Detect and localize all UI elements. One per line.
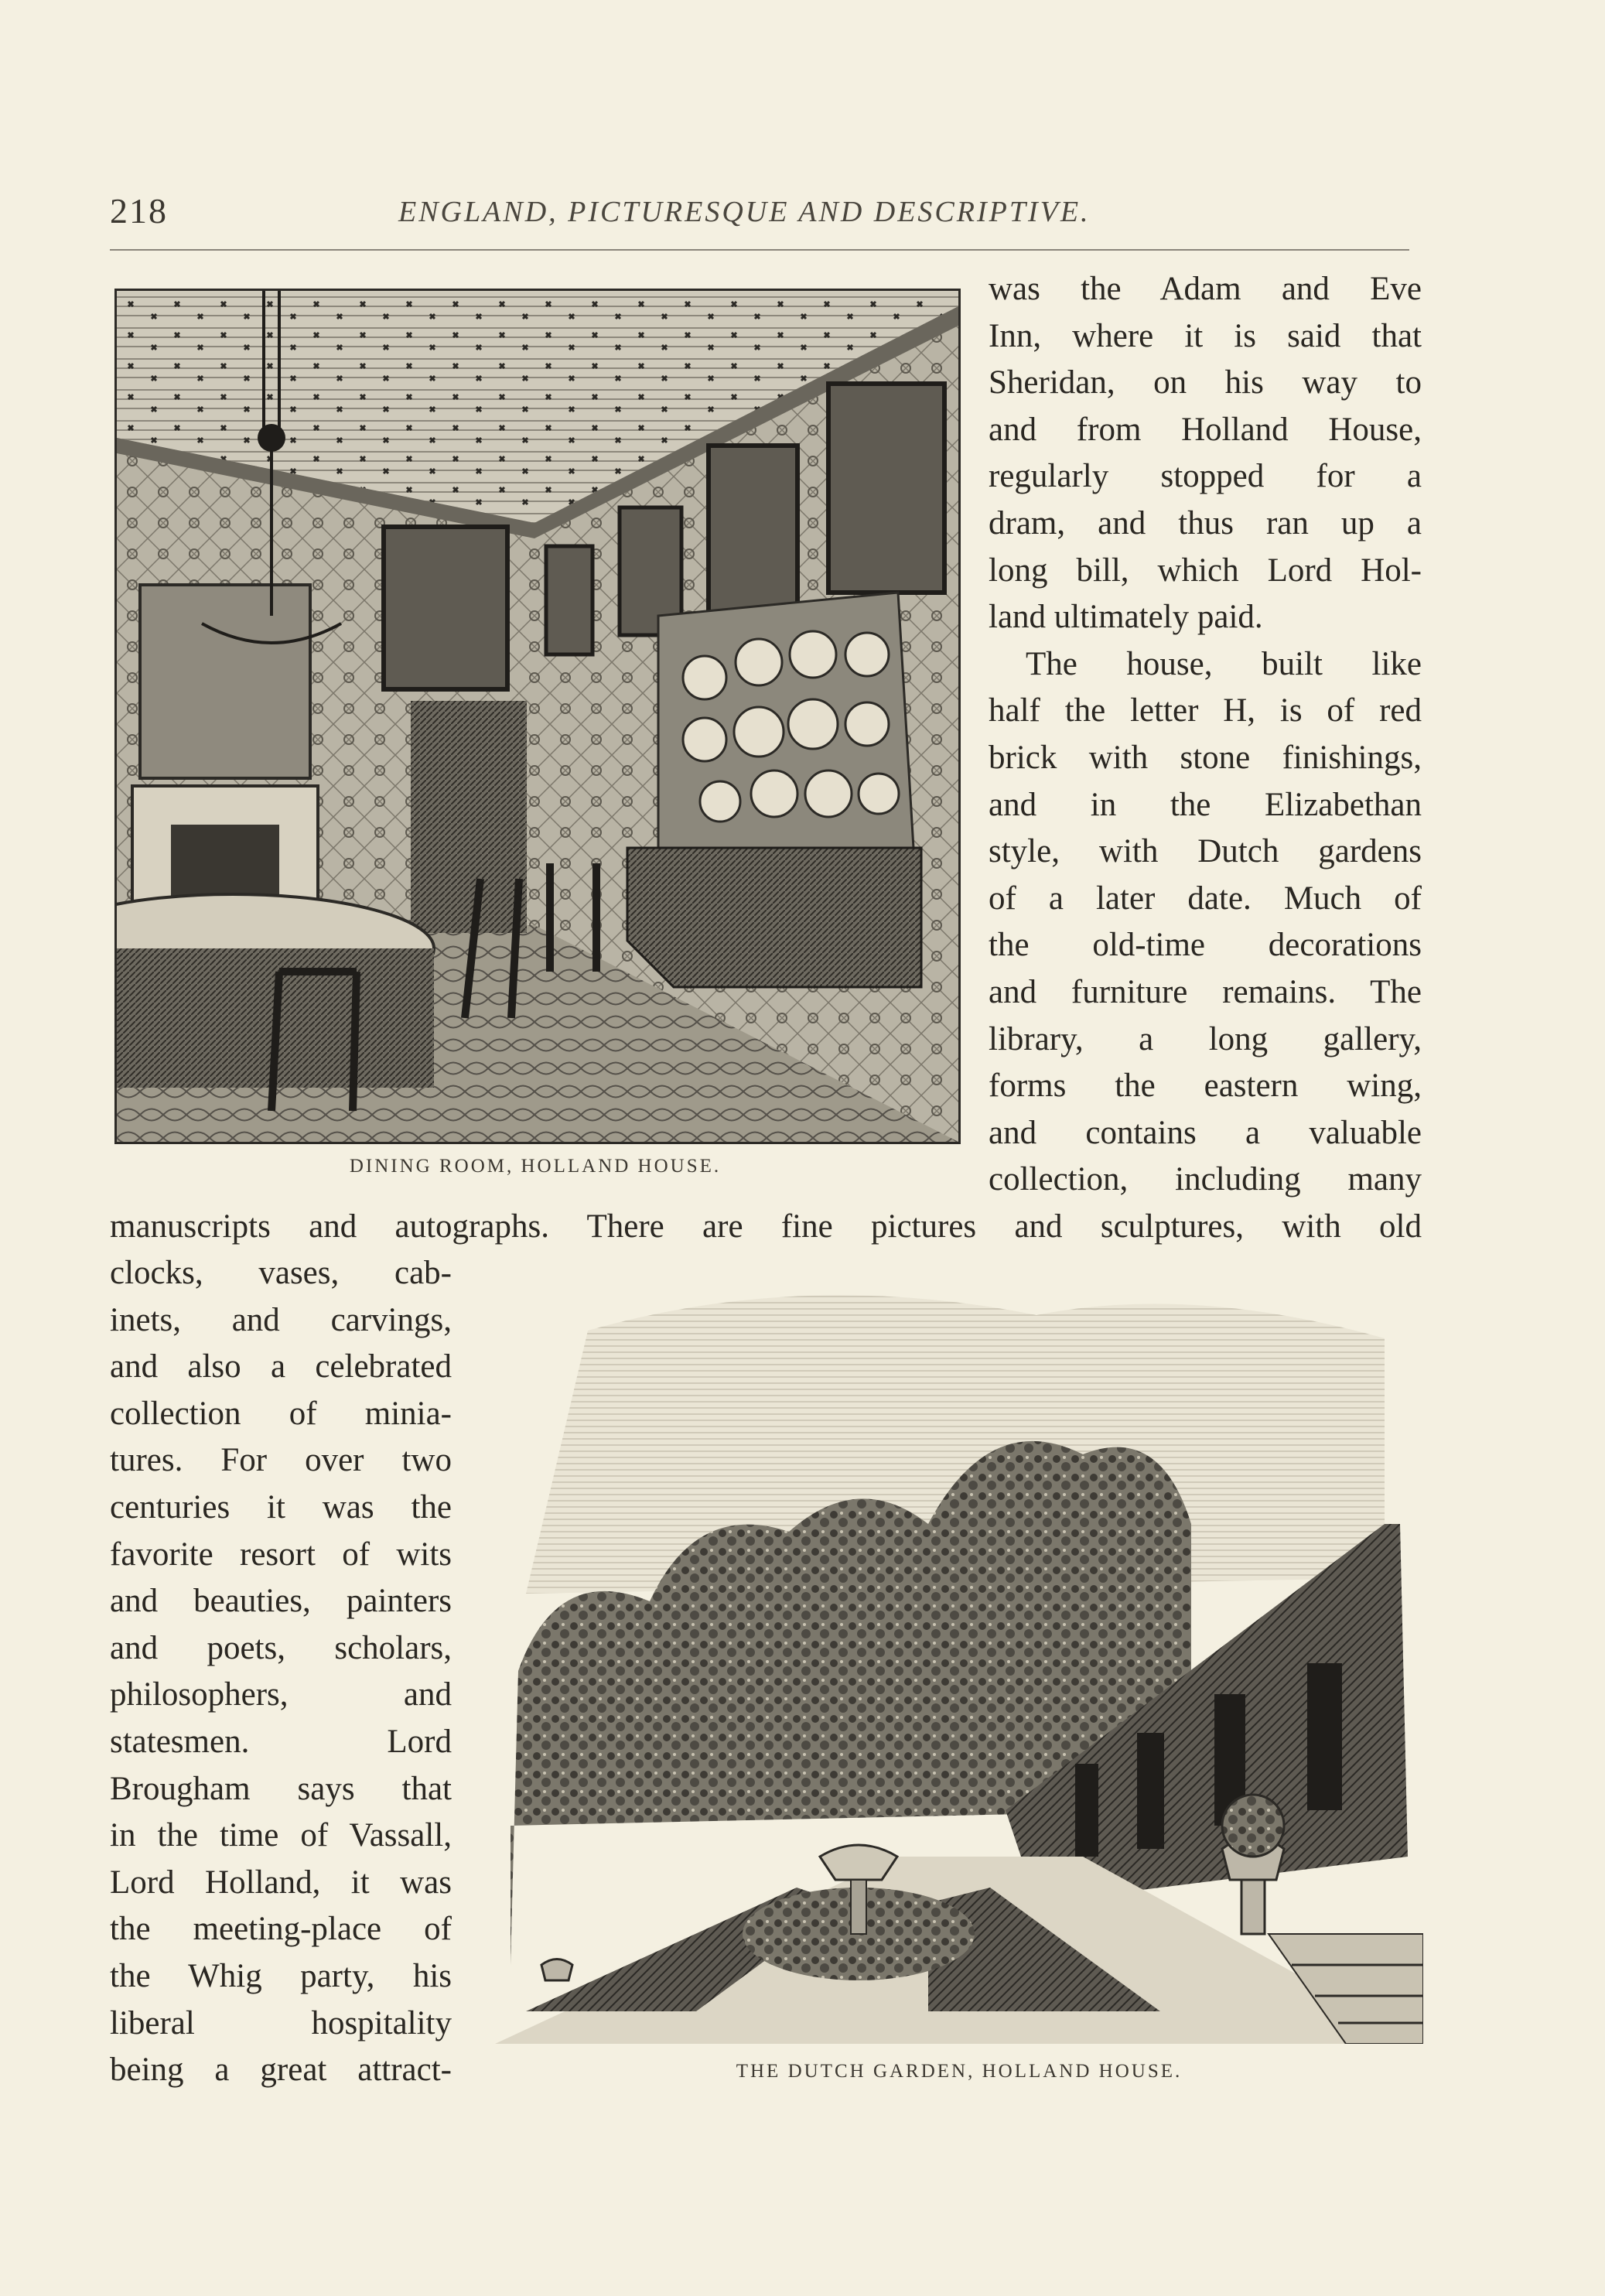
text-line: and poets, scholars, [110,1629,452,1666]
text-line: statesmen. Lord [110,1723,452,1760]
running-title: ENGLAND, PICTURESQUE AND DESCRIPTIVE. [398,196,1091,228]
text-line: the Whig party, his [110,1957,452,1994]
text-line: centuries it was the [110,1488,452,1526]
text-line: half the letter H, is of red [989,692,1422,729]
text-line: dram, and thus ran up a [989,504,1422,542]
dutch-garden-caption: THE DUTCH GARDEN, HOLLAND HOUSE. [736,2061,1183,2082]
text-line: land ultimately paid. [989,599,1263,636]
text-line: inets, and carvings, [110,1301,452,1338]
text-line: was the Adam and Eve [989,271,1422,307]
text-line: and from Holland House, [989,411,1422,448]
text-line: and also a celebrated [110,1348,452,1385]
text-line: Inn, where it is said that [989,317,1422,354]
left-column-text [110,1250,452,2094]
text-line: Sheridan, on his way to [989,364,1422,401]
full-width-text [110,1204,1422,1251]
text-line: library, a long gallery, [989,1020,1422,1057]
text-line: and furniture remains. The [989,973,1422,1010]
text-line: collection of minia- [110,1395,452,1432]
dutch-garden-engraving [495,1269,1423,2044]
text-line: and beauties, painters [110,1583,452,1620]
dining-room-illustration [117,291,958,1142]
text-line: forms the eastern wing, [989,1068,1422,1105]
text-line: style, with Dutch gardens [989,833,1422,870]
dutch-garden-illustration [495,1269,1423,2044]
text-line: liberal hospitality [110,2004,452,2041]
text-line: manuscripts and autographs. There are fine pictures and sculptures, with old [110,1208,1422,1245]
text-line: long bill, which Lord Hol- [989,552,1422,589]
text-line: regularly stopped for a [989,458,1422,495]
text-line: in the time of Vassall, [110,1817,452,1854]
right-column-text [989,266,1422,1204]
text-line: philosophers, and [110,1676,452,1713]
text-line: and contains a valuable [989,1114,1422,1151]
text-line: Lord Holland, it was [110,1864,452,1901]
page-number: 218 [110,191,168,231]
text-line: brick with stone finishings, [989,739,1422,776]
text-line: tures. For over two [110,1442,452,1479]
text-line: being a great attract- [110,2052,452,2089]
text-line: favorite resort of wits [110,1536,452,1573]
dining-room-engraving [114,289,961,1144]
text-line: and in the Elizabethan [989,786,1422,823]
header-rule [110,249,1409,251]
text-line: collection, including many [989,1161,1422,1198]
text-line: clocks, vases, cab- [110,1255,452,1291]
dining-room-caption: DINING ROOM, HOLLAND HOUSE. [349,1156,722,1177]
text-line: the meeting-place of [110,1911,452,1948]
text-line: of a later date. Much of [989,880,1422,917]
text-line: The house, built like [1026,645,1422,682]
text-line: Brougham says that [110,1770,452,1807]
text-line: the old-time decorations [989,927,1422,964]
